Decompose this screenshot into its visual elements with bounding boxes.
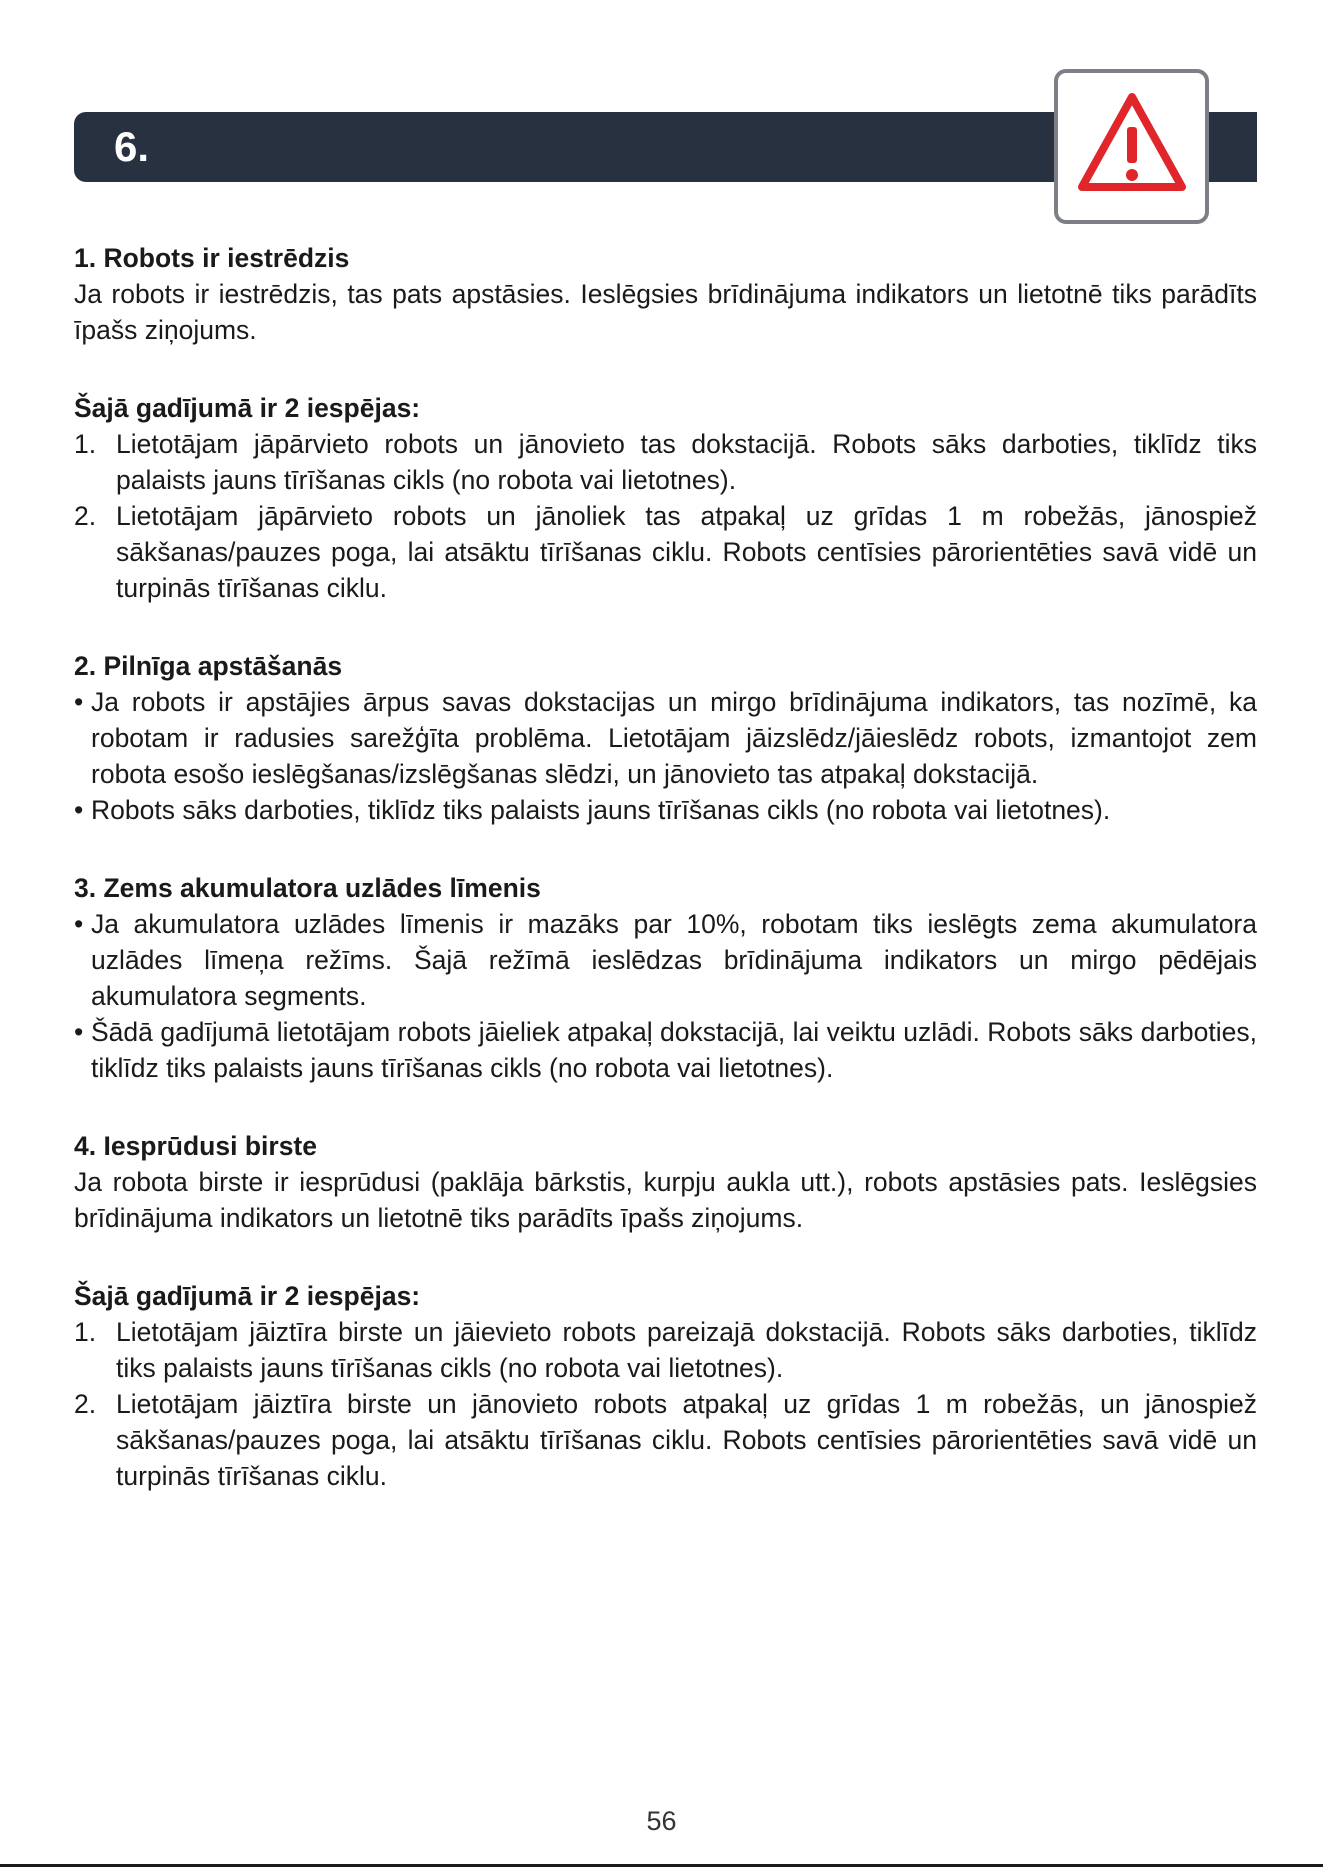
page-number: 56 [646,1806,677,1836]
bullet-marker: • [74,1017,84,1047]
bullet-marker: • [74,687,84,717]
options-heading: Šajā gadījumā ir 2 iespējas: [74,1281,421,1311]
warning-icon-box [1054,69,1209,224]
section-heading-low-battery: 3. Zems akumulatora uzlādes līmenis [74,873,541,903]
list-item-text: Robots sāks darboties, tiklīdz tiks palaists jauns tīrīšanas cikls (no robota vai lietotnes). [91,795,1111,825]
list-marker: 2. [74,1389,97,1419]
options-heading: Šajā gadījumā ir 2 iespējas: [74,393,421,423]
list-item-text: Lietotājam jāiztīra birste un jāievieto robots pareizajā dokstacijā. Robots sāks darboties, tiklīdz tiks palaists jauns tīrīšanas cikls (no robota vai lietotnes). [116,1317,1257,1383]
list-item-text: Ja robots ir apstājies ārpus savas dokstacijas un mirgo brīdinājuma indikators, tas nozīmē, ka robotam ir radusies sarežģīta problēma. Lietotājam jāizslēdz/jāieslēdz robots, izmantojot zem robota esošo ieslēgšanas/izslēgšanas slēdzi, un jānovieto tas atpakaļ dokstacijā. [91,687,1257,789]
options-list [74,426,1257,606]
warning-triangle-icon [1074,87,1190,203]
list-item [74,1014,1257,1086]
list-item [74,426,1257,498]
list-item-text: Šādā gadījumā lietotājam robots jāieliek atpakaļ dokstacijā, lai veiktu uzlādi. Robots sāks darboties, tiklīdz tiks palaists jauns tīrīšanas cikls (no robota vai lietotnes). [91,1017,1257,1083]
section-text-brush-stuck: Ja robota birste ir iesprūdusi (paklāja bārkstis, kurpju aukla utt.), robots apstāsies pats. Ieslēgsies brīdinājuma indikators un lietotnē tiks parādīts īpašs ziņojums. [74,1167,1257,1233]
list-item [74,498,1257,606]
list-item [74,684,1257,792]
section-heading-complete-stop: 2. Pilnīga apstāšanās [74,651,343,681]
section-heading-robot-stuck: 1. Robots ir iestrēdzis [74,243,350,273]
list-item-text: Lietotājam jāpārvieto robots un jānoliek tas atpakaļ uz grīdas 1 m robežās, jānospiež sākšanas/pauzes poga, lai atsāktu tīrīšanas ciklu. Robots centīsies pārorientēties savā vidē un turpinās tīrīšanas ciklu. [116,501,1257,603]
section-heading-brush-stuck: 4. Iesprūdusi birste [74,1131,317,1161]
list-item [74,1314,1257,1386]
list-item [74,792,1257,828]
chapter-number: 6. [114,123,150,170]
list-marker: 1. [74,429,97,459]
low-battery-list [74,906,1257,1086]
list-item [74,1386,1257,1494]
list-item-text: Lietotājam jāpārvieto robots un jānovieto tas dokstacijā. Robots sāks darboties, tiklīdz tiks palaists jauns tīrīšanas cikls (no robota vai lietotnes). [116,429,1257,495]
bullet-marker: • [74,909,84,939]
list-marker: 2. [74,501,97,531]
document-body [74,240,1257,1494]
options-list [74,1314,1257,1494]
list-marker: 1. [74,1317,97,1347]
complete-stop-list [74,684,1257,828]
list-item [74,906,1257,1014]
list-item-text: Lietotājam jāiztīra birste un jānovieto robots atpakaļ uz grīdas 1 m robežās, un jānospiež sākšanas/pauzes poga, lai atsāktu tīrīšanas ciklu. Robots centīsies pārorientēties savā vidē un turpinās tīrīšanas ciklu. [116,1389,1257,1491]
bullet-marker: • [74,795,84,825]
list-item-text: Ja akumulatora uzlādes līmenis ir mazāks par 10%, robotam tiks ieslēgts zema akumulatora uzlādes līmeņa režīms. Šajā režīmā ieslēdzas brīdinājuma indikators un mirgo pēdējais akumulatora segments. [91,909,1257,1011]
section-text-robot-stuck: Ja robots ir iestrēdzis, tas pats apstāsies. Ieslēgsies brīdinājuma indikators un lietotnē tiks parādīts īpašs ziņojums. [74,279,1257,345]
